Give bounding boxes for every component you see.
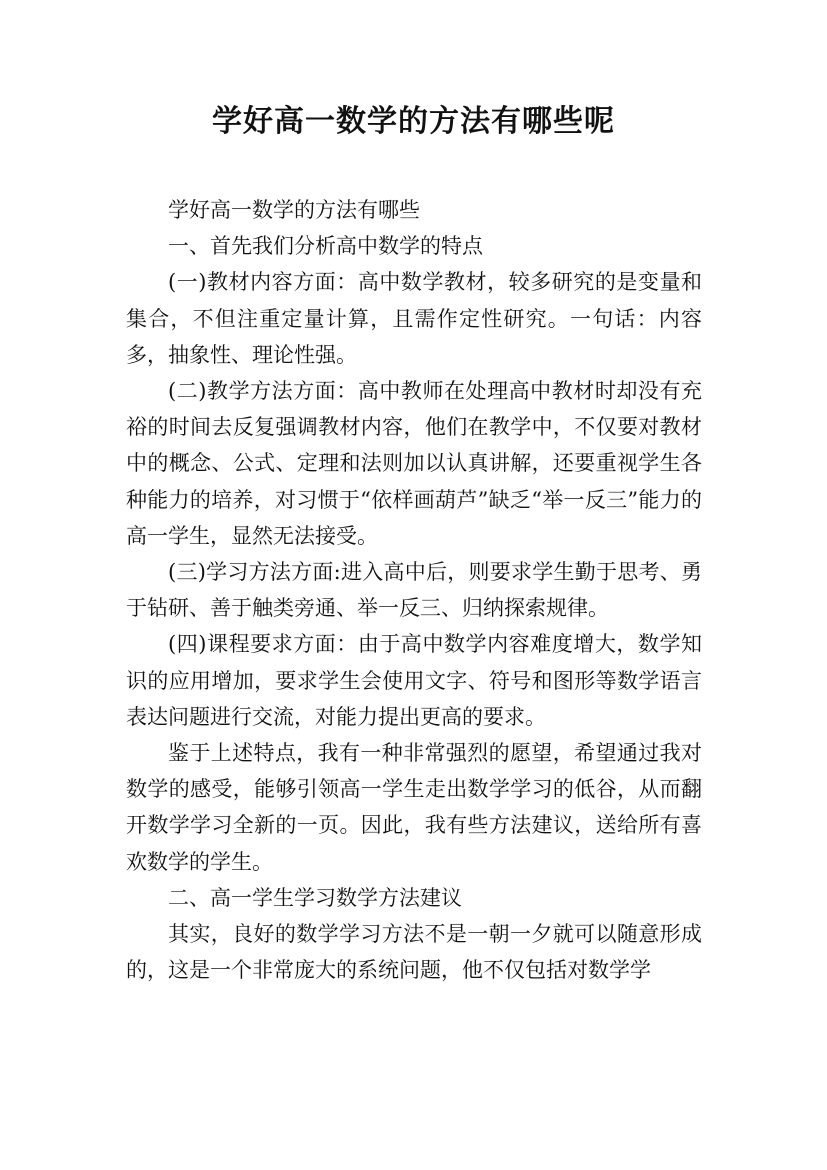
paragraph-learning-method: (三)学习方法方面:进入高中后，则要求学生勤于思考、勇于钻研、善于触类旁通、举一反三、归纳探索规律。 [126,560,702,621]
paragraph-teaching-method: (二)教学方法方面：高中教师在处理高中教材时却没有充裕的时间去反复强调教材内容，他们在教学中，不仅要对教材中的概念、公式、定理和法则加以认真讲解，还要重视学生各种能力的培养，对习惯于“依样画葫芦”缺乏“举一反三”能力的高一学生，显然无法接受。 [126,379,702,548]
paragraph-closing: 其实，良好的数学学习方法不是一朝一夕就可以随意形成的，这是一个非常庞大的系统问题，他不仅包括对数学学 [126,922,702,983]
paragraph-section-heading-2: 二、高一学生学习数学方法建议 [168,885,462,910]
document-title: 学好高一数学的方法有哪些呢 [212,104,615,139]
paragraph-subtitle: 学好高一数学的方法有哪些 [168,198,420,222]
paragraph-course-requirements: (四)课程要求方面：由于高中数学内容难度增大，数学知识的应用增加，要求学生会使用文字、符号和图形等数学语言表达问题进行交流，对能力提出更高的要求。 [126,632,702,729]
paragraph-textbook-content: (一)教材内容方面：高中数学教材，较多研究的是变量和集合，不但注重定量计算，且需作定性研究。一句话：内容多，抽象性、理论性强。 [126,270,702,367]
document-body [126,192,702,988]
paragraph-section-heading-1: 一、首先我们分析高中数学的特点 [168,234,483,259]
paragraph-summary: 鉴于上述特点，我有一种非常强烈的愿望，希望通过我对数学的感受，能够引领高一学生走出数学学习的低谷，从而翻开数学学习全新的一页。因此，我有些方法建议，送给所有喜欢数学的学生。 [126,741,702,874]
